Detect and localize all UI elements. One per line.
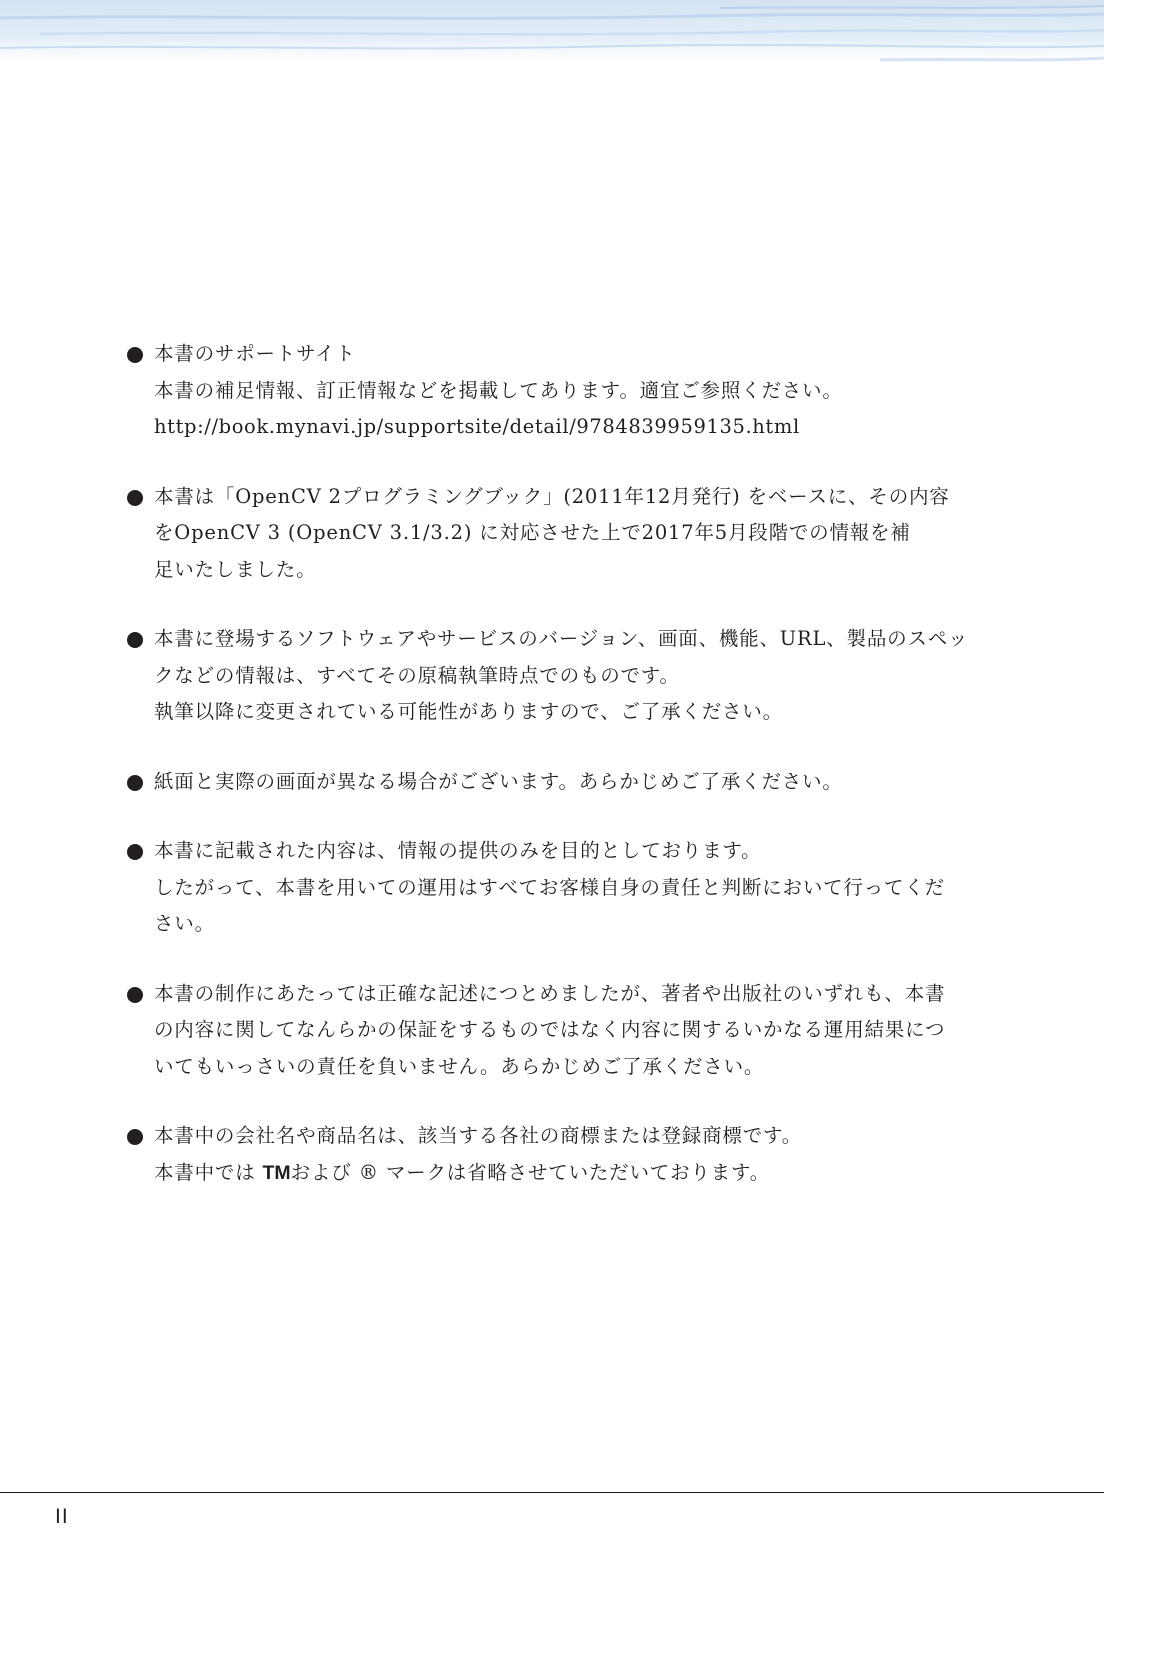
trademark-tm-mark: TM <box>262 1161 291 1184</box>
notice-text: 本書中の会社名や商品名は、該当する各社の商標または登録商標です。 <box>154 1124 803 1147</box>
notice-text: さい。 <box>154 912 215 935</box>
notice-text: いてもいっさいの責任を負いません。あらかじめご了承ください。 <box>154 1054 765 1078</box>
bullet-icon <box>127 347 143 363</box>
footer-rule <box>0 1492 1104 1493</box>
header-watercolor-band <box>0 0 1104 78</box>
bullet-icon <box>127 490 143 506</box>
notice-text: 本書の補足情報、訂正情報などを掲載してあります。適宜ご参照ください。 <box>154 378 843 402</box>
trademark-text-before: 本書中では <box>154 1160 263 1184</box>
trademark-text-after: マークは省略させていただいております。 <box>378 1160 771 1184</box>
notice-base-edition <box>124 479 954 589</box>
page-folio: II <box>55 1505 69 1528</box>
registered-mark: ® <box>358 1160 379 1184</box>
notice-text: の内容に関してなんらかの保証をするものではなく内容に関するいかなる運用結果につ <box>154 1018 946 1041</box>
bullet-icon <box>127 844 143 860</box>
notice-text: したがって、本書を用いての運用はすべてお客様自身の責任と判断において行ってくだ <box>154 875 945 899</box>
notice-heading: 本書のサポートサイト <box>154 342 356 365</box>
trademark-line <box>154 1155 954 1192</box>
trademark-text-middle: および <box>290 1160 359 1184</box>
notice-support-site <box>124 336 954 446</box>
notice-text: クなどの情報は、すべてその原稿執筆時点でのものです。 <box>154 663 680 687</box>
notice-list <box>124 336 969 1224</box>
bullet-icon <box>127 987 143 1003</box>
notice-software-versions <box>124 621 969 731</box>
notice-text: 本書の制作にあたっては正確な記述につとめましたが、著者や出版社のいずれも、本書 <box>154 981 946 1005</box>
bullet-icon <box>127 632 143 648</box>
notice-information-purpose <box>124 833 954 943</box>
notice-text: 紙面と実際の画面が異なる場合がございます。あらかじめご了承ください。 <box>154 769 843 793</box>
notice-text: 足いたしました。 <box>154 557 317 581</box>
notice-text: をOpenCV 3 (OpenCV 3.1/3.2) に対応させた上で2017年5月段階での情報を補 <box>154 521 911 544</box>
notice-text: 本書に登場するソフトウェアやサービスのバージョン、画面、機能、URL、製品のスペッ <box>154 627 969 650</box>
support-site-url[interactable]: http://book.mynavi.jp/supportsite/detail/9784839959135.html <box>154 415 800 438</box>
notice-trademarks <box>124 1118 954 1191</box>
bullet-icon <box>127 1129 143 1145</box>
bullet-icon <box>127 775 143 791</box>
notice-text: 本書は「OpenCV 2プログラミングブック」(2011年12月発行) をベースに、その内容 <box>154 484 950 508</box>
notice-text: 執筆以降に変更されている可能性がありますので、ご了承ください。 <box>154 700 783 723</box>
notice-text: 本書に記載された内容は、情報の提供のみを目的としております。 <box>154 839 762 862</box>
notice-screen-difference <box>124 764 954 801</box>
notice-disclaimer <box>124 976 954 1086</box>
